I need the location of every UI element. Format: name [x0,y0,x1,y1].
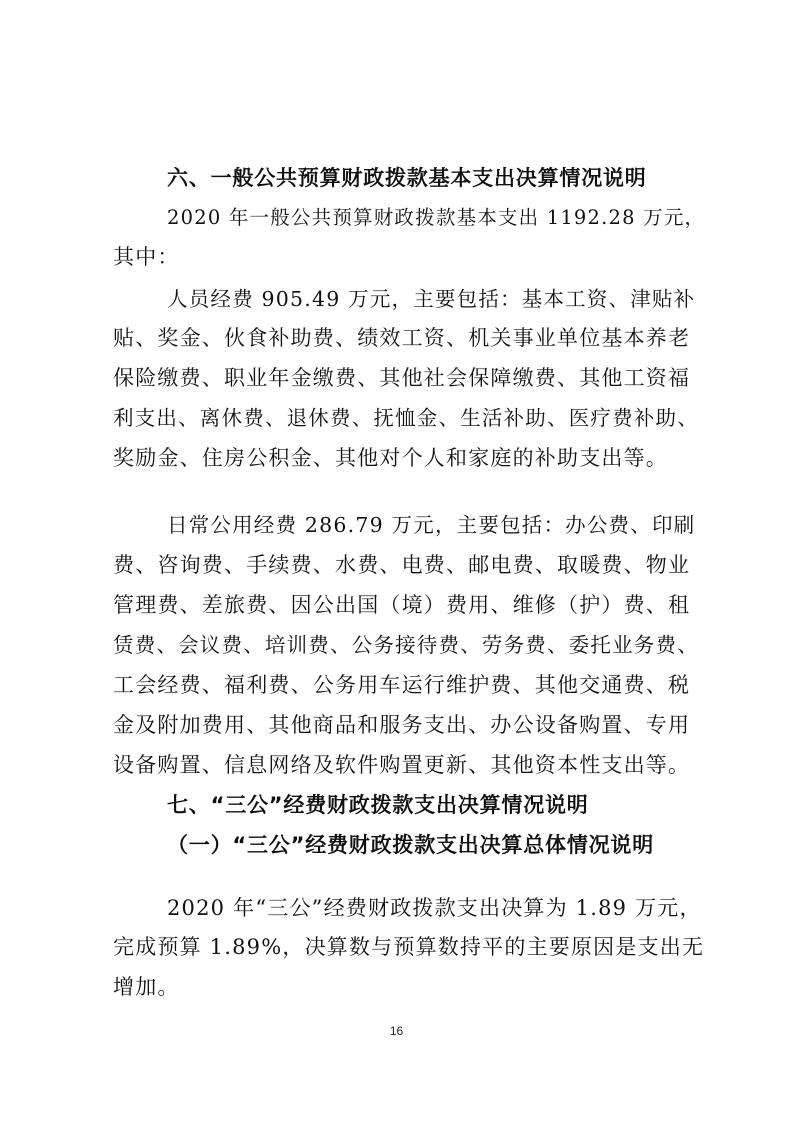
paragraph-line: 费、咨询费、手续费、水费、电费、邮电费、取暖费、物业 [113,553,691,577]
paragraph-line: 利支出、离休费、退休费、抚恤金、生活补助、医疗费补助、 [113,406,699,430]
paragraph-line: 人员经费 905.49 万元，主要包括：基本工资、津贴补 [167,287,696,311]
page-number: 16 [389,1024,404,1038]
paragraph-line: 金及附加费用、其他商品和服务支出、办公设备购置、专用 [113,713,691,737]
paragraph-line: 日常公用经费 286.79 万元，主要包括：办公费、印刷 [167,513,696,537]
paragraph-line: 2020 年一般公共预算财政拨款基本支出 1192.28 万元， [167,206,706,229]
paragraph-line: 增加。 [113,975,180,999]
paragraph-line: 工会经费、福利费、公务用车运行维护费、其他交通费、税 [113,673,691,697]
paragraph-line: 贴、奖金、伙食补助费、绩效工资、机关事业单位基本养老 [113,326,691,350]
paragraph-line: 赁费、会议费、培训费、公务接待费、劳务费、委托业务费、 [113,633,699,657]
paragraph-line: 其中： [113,245,180,269]
paragraph-line: 设备购置、信息网络及软件购置更新、其他资本性支出等。 [113,753,691,777]
paragraph-line: 2020 年“三公”经费财政拨款支出决算为 1.89 万元， [167,896,702,920]
paragraph-line: 完成预算 1.89%，决算数与预算数持平的主要原因是支出无 [113,935,705,959]
paragraph-line: 奖励金、住房公积金、其他对个人和家庭的补助支出等。 [113,446,668,470]
paragraph-line: 管理费、差旅费、因公出国（境）费用、维修（护）费、租 [113,593,691,617]
section-heading-6: 六、一般公共预算财政拨款基本支出决算情况说明 [167,166,647,190]
paragraph-line: 保险缴费、职业年金缴费、其他社会保障缴费、其他工资福 [113,366,691,390]
section-subheading: （一）“三公”经费财政拨款支出决算总体情况说明 [167,833,655,857]
section-heading-7: 七、“三公”经费财政拨款支出决算情况说明 [167,793,589,817]
